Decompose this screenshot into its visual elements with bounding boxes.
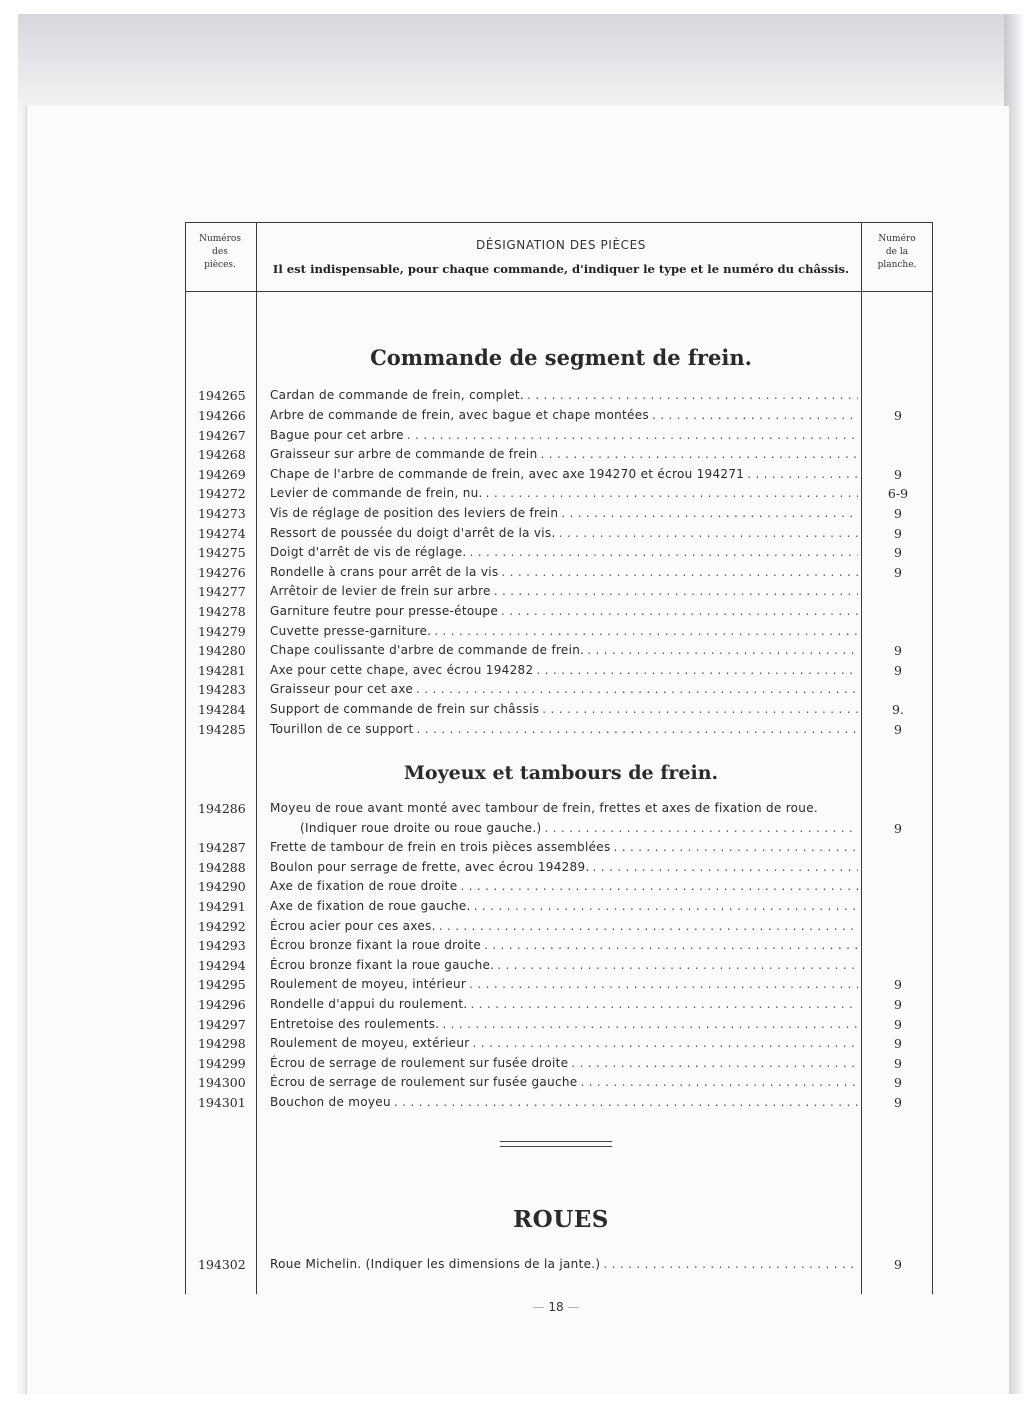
part-designation (270, 680, 858, 700)
part-number: 194269 (198, 466, 246, 482)
plate-number: 9 (894, 525, 902, 541)
part-number: 194287 (198, 840, 246, 856)
part-number: 194285 (198, 721, 246, 737)
plate-number: 9 (894, 662, 902, 678)
column-header-designation: DÉSIGNATION DES PIÈCES (475, 238, 647, 252)
column-rule-left (256, 222, 257, 1294)
part-number: 194298 (198, 1036, 246, 1052)
table-row (186, 1034, 932, 1054)
column-header-numbers-line: Numéros (199, 234, 241, 244)
part-designation-text: (Indiquer roue droite ou roue gauche.) (300, 819, 544, 839)
plate-number: 9 (894, 1257, 902, 1272)
table-right-rule (932, 222, 933, 1294)
part-designation-text: Moyeu de roue avant monté avec tambour de frein, frettes et axes de fixation de roue. (270, 801, 821, 815)
part-designation (270, 465, 858, 485)
part-designation (270, 484, 858, 504)
part-designation-text: Chape de l'arbre de commande de frein, avec axe 194270 et écrou 194271 (270, 465, 747, 485)
section-separator-rule (500, 1141, 612, 1142)
table-row (186, 386, 932, 406)
part-designation-text: Doigt d'arrêt de vis de réglage. (270, 543, 470, 563)
plate-number: 9 (894, 466, 902, 482)
table-row (186, 622, 932, 642)
part-number: 194297 (198, 1016, 246, 1032)
column-header-numbers-line: pièces. (204, 260, 236, 270)
plate-number: 9 (894, 1055, 902, 1071)
plate-number: 9 (894, 721, 902, 737)
part-number: 194267 (198, 427, 246, 443)
part-designation-text: Écrou bronze fixant la roue droite (270, 936, 484, 956)
plate-number: 9 (894, 1095, 902, 1110)
section-title: ROUES (513, 1206, 609, 1233)
part-designation-text: Roue Michelin. (Indiquer les dimensions de la jante.) (270, 1255, 603, 1275)
part-designation-text: Frette de tambour de frein en trois pièces assemblées (270, 838, 614, 858)
table-row (186, 975, 932, 995)
section-separator-rule (500, 1146, 612, 1147)
table-row (186, 543, 932, 563)
part-number: 194283 (198, 682, 246, 698)
table-row (186, 641, 932, 661)
part-designation (270, 504, 858, 524)
part-number: 194268 (198, 447, 246, 463)
part-number: 194286 (198, 801, 246, 816)
part-designation (270, 661, 858, 681)
table-row (186, 426, 932, 446)
part-designation-text: Graisseur pour cet axe (270, 680, 416, 700)
part-number: 194265 (198, 388, 246, 404)
table-row (186, 720, 932, 740)
part-designation (270, 720, 858, 740)
scan-margin-bottom (0, 1394, 1024, 1408)
part-designation (270, 426, 858, 446)
part-designation-text: Cardan de commande de frein, complet. (270, 386, 527, 406)
table-row (186, 877, 932, 897)
part-designation-text: Chape coulissante d'arbre de commande de frein. (270, 641, 587, 661)
part-designation (270, 700, 858, 720)
table-row (186, 504, 932, 524)
part-number: 194284 (198, 702, 246, 717)
part-designation (270, 406, 858, 426)
table-row (186, 661, 932, 681)
part-designation-text: Ressort de poussée du doigt d'arrêt de la vis. (270, 524, 559, 544)
part-number: 194279 (198, 623, 246, 639)
column-header-plate-line: planche. (877, 260, 917, 270)
part-number: 194293 (198, 938, 246, 954)
column-header-plate (863, 233, 931, 272)
part-designation (270, 838, 858, 858)
part-designation (270, 956, 858, 976)
table-row (186, 819, 932, 839)
part-number: 194299 (198, 1055, 246, 1071)
part-designation-text: Arbre de commande de frein, avec bague et chape montées (270, 406, 652, 426)
plate-number: 9 (894, 506, 902, 521)
part-designation-text: Vis de réglage de position des leviers de frein (270, 504, 561, 524)
part-designation (270, 995, 858, 1015)
table-row (186, 602, 932, 622)
part-designation-text: Roulement de moyeu, extérieur (270, 1034, 472, 1054)
part-designation-text: Axe pour cette chape, avec écrou 194282 (270, 661, 536, 681)
table-row (186, 445, 932, 465)
part-designation (270, 936, 858, 956)
table-row (186, 858, 932, 878)
part-designation-text: Écrou bronze fixant la roue gauche. (270, 956, 497, 976)
plate-number: 9 (894, 997, 902, 1012)
table-row (186, 1054, 932, 1074)
table-left-rule (185, 222, 186, 1294)
part-number: 194295 (198, 977, 246, 993)
part-number: 194290 (198, 879, 246, 895)
part-number: 194277 (198, 584, 246, 600)
part-number: 194280 (198, 643, 246, 659)
part-designation-text: Arrêtoir de levier de frein sur arbre (270, 582, 494, 602)
part-designation (270, 1034, 858, 1054)
table-row (186, 799, 932, 819)
part-designation-text: Rondelle à crans pour arrêt de la vis (270, 563, 501, 583)
scan-margin-top (0, 0, 1024, 14)
table-row (186, 956, 932, 976)
part-designation (270, 563, 858, 583)
part-designation-text: Support de commande de frein sur châssis (270, 700, 542, 720)
header-bottom-rule (185, 291, 933, 292)
part-designation-text: Axe de fixation de roue gauche. (270, 897, 474, 917)
table-row (186, 1015, 932, 1035)
part-number: 194292 (198, 918, 246, 934)
scan-shadow (18, 14, 1008, 110)
part-designation (270, 799, 858, 819)
column-header-numbers (186, 233, 254, 272)
table-top-rule (185, 222, 933, 223)
table-row (186, 582, 932, 602)
part-designation (270, 1093, 858, 1113)
part-number: 194273 (198, 506, 246, 521)
part-number: 194275 (198, 545, 246, 561)
part-designation (270, 622, 858, 642)
table-row (186, 897, 932, 917)
part-designation-text: Levier de commande de frein, nu. (270, 484, 486, 504)
part-designation (270, 602, 858, 622)
part-designation (270, 445, 858, 465)
table-row (186, 1255, 932, 1275)
section-title: Moyeux et tambours de frein. (403, 762, 719, 784)
section-title: Commande de segment de frein. (370, 345, 752, 370)
part-designation (270, 975, 858, 995)
part-designation (270, 917, 858, 937)
part-designation (270, 641, 858, 661)
part-designation-text: Entretoise des roulements. (270, 1015, 442, 1035)
part-number: 194296 (198, 997, 246, 1012)
column-header-numbers-line: des (212, 247, 228, 257)
table-row (186, 406, 932, 426)
plate-number: 6-9 (887, 486, 909, 502)
part-designation (270, 524, 858, 544)
part-designation (270, 1015, 858, 1035)
part-number: 194288 (198, 859, 246, 875)
part-number: 194281 (198, 662, 246, 678)
part-designation-text: Cuvette presse-garniture. (270, 622, 434, 642)
part-number: 194302 (198, 1257, 246, 1272)
table-row (186, 917, 932, 937)
part-designation (300, 819, 858, 839)
part-number: 194278 (198, 604, 246, 619)
plate-number: 9 (894, 1016, 902, 1032)
part-designation-text: Écrou de serrage de roulement sur fusée droite (270, 1054, 571, 1074)
part-designation (270, 1054, 858, 1074)
part-number: 194294 (198, 957, 246, 973)
table-row (186, 1093, 932, 1113)
part-designation (270, 582, 858, 602)
part-number: 194272 (198, 486, 246, 502)
part-designation (270, 877, 858, 897)
part-designation (270, 543, 858, 563)
table-row (186, 484, 932, 504)
table-row (186, 1073, 932, 1093)
part-designation-text: Tourillon de ce support (270, 720, 417, 740)
table-row (186, 465, 932, 485)
plate-number: 9 (894, 564, 902, 580)
table-row (186, 680, 932, 700)
table-row (186, 995, 932, 1015)
ordering-notice: Il est indispensable, pour chaque commande, d'indiquer le type et le numéro du châssis. (272, 262, 850, 276)
plate-number: 9 (894, 1075, 902, 1091)
plate-number: 9 (894, 408, 902, 423)
part-designation-text: Axe de fixation de roue droite (270, 877, 460, 897)
part-designation-text: Graisseur sur arbre de commande de frein (270, 445, 540, 465)
column-rule-right (861, 222, 862, 1294)
table-row (186, 563, 932, 583)
part-number: 194276 (198, 564, 246, 580)
part-designation-text: Bague pour cet arbre (270, 426, 407, 446)
part-number: 194274 (198, 525, 246, 541)
plate-number: 9 (894, 545, 902, 561)
part-designation-text: Roulement de moyeu, intérieur (270, 975, 469, 995)
table-row (186, 936, 932, 956)
plate-number: 9 (894, 643, 902, 659)
part-designation-text: Écrou de serrage de roulement sur fusée gauche (270, 1073, 580, 1093)
column-header-plate-line: Numéro (878, 234, 916, 244)
plate-number: 9. (892, 702, 904, 717)
part-designation-text: Garniture feutre pour presse-étoupe (270, 602, 501, 622)
page-number: — 18 — (532, 1300, 580, 1314)
part-designation-text: Boulon pour serrage de frette, avec écrou 194289. (270, 858, 593, 878)
part-designation (270, 858, 858, 878)
part-number: 194291 (198, 899, 246, 914)
page-number-value: 18 (548, 1300, 564, 1314)
column-header-plate-line: de la (885, 247, 909, 257)
part-designation-text: Écrou acier pour ces axes. (270, 917, 439, 937)
table-row (186, 524, 932, 544)
table-row (186, 700, 932, 720)
plate-number: 9 (894, 977, 902, 993)
table-row (186, 838, 932, 858)
part-designation (270, 1073, 858, 1093)
part-designation (270, 1255, 858, 1275)
part-designation-text: Rondelle d'appui du roulement. (270, 995, 470, 1015)
part-designation (270, 386, 858, 406)
plate-number: 9 (894, 820, 902, 836)
part-designation-text: Bouchon de moyeu (270, 1093, 394, 1113)
plate-number: 9 (894, 1036, 902, 1052)
part-number: 194300 (198, 1075, 246, 1091)
part-designation (270, 897, 858, 917)
part-number: 194266 (198, 408, 246, 423)
part-number: 194301 (198, 1095, 246, 1110)
